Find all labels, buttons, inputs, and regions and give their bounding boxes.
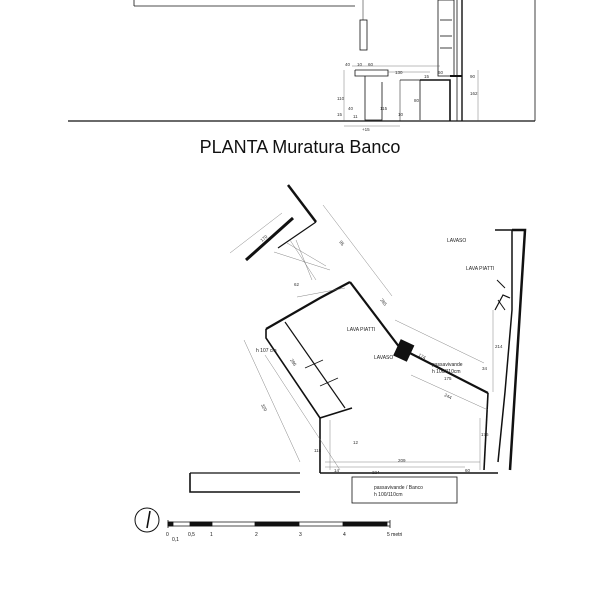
section-bench-wall — [420, 80, 450, 121]
scale-tick-1: 0,1 — [172, 537, 179, 543]
section-dim-1: 10 — [357, 62, 363, 67]
section-dim-15: +15 — [362, 127, 370, 132]
dim-286: 286 — [289, 357, 298, 367]
label-lavaso-center: LAVASO — [374, 355, 394, 361]
scale-tick-7: 5 metri — [387, 532, 403, 538]
plan-wall-upper-left — [246, 218, 293, 260]
plan-wall-upper-diagonal — [288, 185, 316, 222]
section-dim-7: 80 — [414, 98, 420, 103]
dim-175: 175 — [444, 376, 452, 381]
section-dim-10: 115 — [380, 106, 388, 111]
dim-176: 176 — [481, 432, 489, 437]
label-passavivande-1: passavivande — [432, 362, 463, 368]
section-counter-top — [355, 70, 388, 76]
section-elevation — [0, 0, 600, 135]
section-dim-3: 130 — [395, 70, 403, 75]
section-dim-2: 60 — [368, 62, 374, 67]
label-passavivande-2: passavivande / Banco — [374, 485, 423, 491]
section-dim-5: 90 — [470, 74, 476, 79]
section-dim-8: 162 — [470, 91, 478, 96]
scale-tick-0: 0 — [166, 532, 169, 538]
dim-209: 209 — [398, 458, 406, 463]
section-counter-base — [365, 76, 382, 120]
plan-wall-center-top — [266, 282, 350, 329]
scale-tick-4: 2 — [255, 532, 258, 538]
section-pendant-lamp — [360, 20, 367, 50]
dim-170: 170 — [259, 234, 269, 243]
dim-62: 62 — [294, 282, 300, 287]
label-lavaso-top: LAVASO — [447, 238, 467, 244]
label-lava-piatti-right: LAVA PIATTI — [466, 266, 495, 272]
north-arrow-icon — [135, 508, 159, 532]
dim-118: 118 — [314, 448, 322, 453]
dim-34: 34 — [482, 366, 488, 371]
dim-214: 214 — [495, 344, 503, 349]
drawing-title: PLANTA Muratura Banco — [199, 137, 401, 157]
dim-12: 12 — [353, 440, 359, 445]
section-dim-11: 10 — [398, 112, 404, 117]
dim-60: 60 — [465, 468, 471, 473]
label-lava-piatti-center: LAVA PIATTI — [347, 327, 376, 333]
dim-320: 320 — [260, 403, 269, 413]
dim-174: 174 — [417, 352, 427, 361]
dim-95: 95 — [338, 239, 346, 247]
section-dim-9: 40 — [348, 106, 354, 111]
section-dim-13: 15 — [337, 112, 343, 117]
label-passavivande-1-size: h 100/110cm — [432, 369, 461, 375]
scale-tick-3: 1 — [210, 532, 213, 538]
section-dim-14: 15 — [424, 74, 430, 79]
section-dim-12: 11 — [353, 114, 358, 119]
scale-tick-6: 4 — [343, 532, 346, 538]
section-dim-0: 40 — [345, 62, 351, 67]
scale-tick-2: 0,5 — [188, 532, 195, 538]
dim-224: 224 — [372, 470, 380, 475]
section-dim-6: 110 — [337, 96, 345, 101]
section-dim-4: 60 — [438, 70, 444, 75]
plan-wall-center-right — [350, 282, 400, 348]
scale-tick-5: 3 — [299, 532, 302, 538]
label-height-note: h 107 cm — [256, 348, 277, 354]
plan-counter-run-left — [266, 329, 320, 418]
label-passavivande-2-size: h 100/110cm — [374, 492, 403, 498]
dim-244: 244 — [443, 392, 453, 401]
dim-285: 285 — [379, 297, 388, 307]
section-shelf-unit — [438, 0, 454, 76]
dim-14: 14 — [334, 468, 340, 473]
scale-bar — [0, 500, 600, 560]
